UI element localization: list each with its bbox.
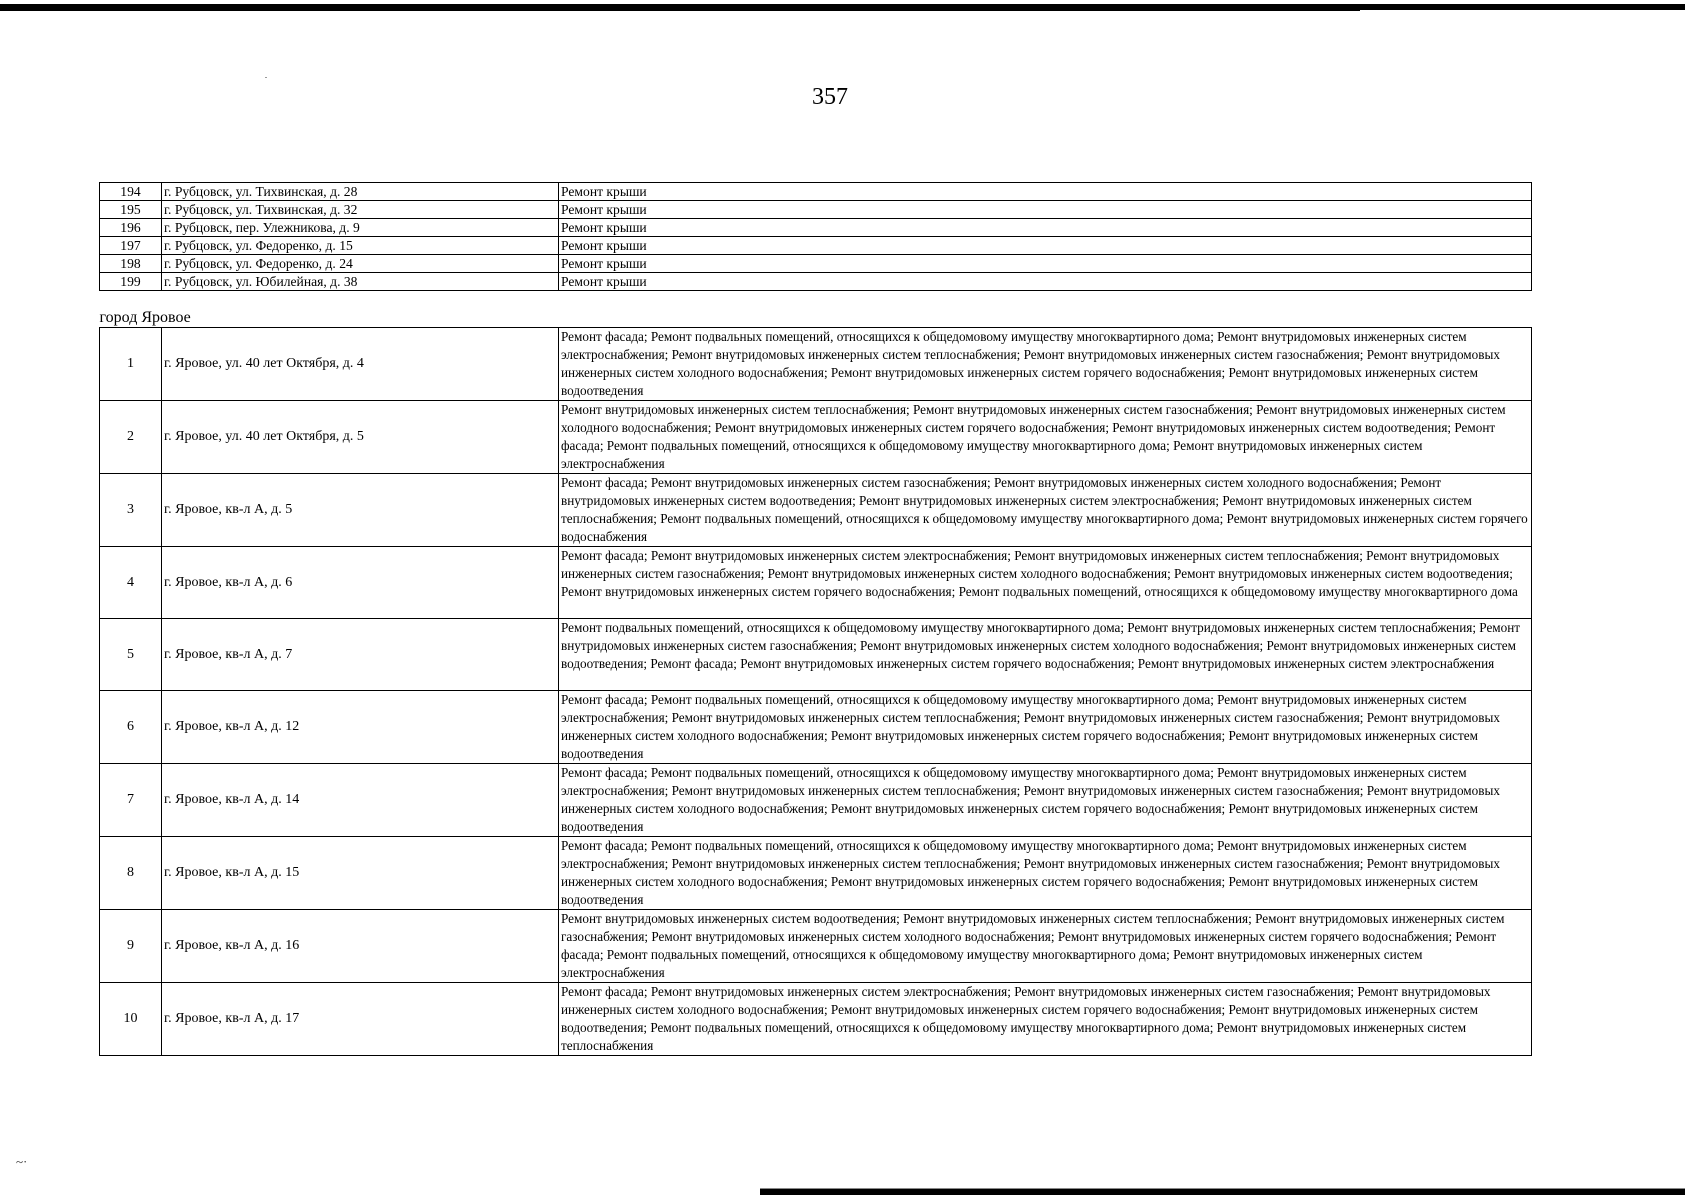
row-address: г. Яровое, кв-л А, д. 16 xyxy=(162,910,559,983)
row-number: 199 xyxy=(100,273,162,291)
row-works: Ремонт крыши xyxy=(559,273,1532,291)
row-works: Ремонт внутридомовых инженерных систем водоотведения; Ремонт внутридомовых инженерных систем теплоснабжения; Ремонт внутридомовых инженерных систем газоснабжения; Ремонт внутридомовых инженерных систем холодного водоснабжения; Ремонт внутридомовых инженерных систем горячего водоснабжения; Ремонт фасада; Ремонт подвальных помещений, относящихся к общедомовому имуществу многоквартирного дома; Ремонт внутридомовых инженерных систем электроснабжения xyxy=(559,910,1532,983)
row-works: Ремонт фасада; Ремонт внутридомовых инженерных систем электроснабжения; Ремонт внутридомовых инженерных систем газоснабжения; Ремонт внутридомовых инженерных систем холодного водоснабжения; Ремонт внутридомовых инженерных систем горячего водоснабжения; Ремонт внутридомовых инженерных систем водоотведения; Ремонт подвальных помещений, относящихся к общедомовому имуществу многоквартирного дома; Ремонт внутридомовых инженерных систем теплоснабжения xyxy=(559,983,1532,1056)
table-row xyxy=(100,201,1532,219)
row-address: г. Яровое, кв-л А, д. 14 xyxy=(162,764,559,837)
row-number: 194 xyxy=(100,183,162,201)
row-number: 196 xyxy=(100,219,162,237)
scan-bottom-border xyxy=(760,1189,1685,1195)
row-address: г. Рубцовск, ул. Федоренко, д. 24 xyxy=(162,255,559,273)
row-address: г. Яровое, ул. 40 лет Октября, д. 5 xyxy=(162,401,559,474)
row-works: Ремонт крыши xyxy=(559,201,1532,219)
table-row xyxy=(100,219,1532,237)
row-works: Ремонт подвальных помещений, относящихся к общедомовому имуществу многоквартирного дома; Ремонт внутридомовых инженерных систем теплоснабжения; Ремонт внутридомовых инженерных систем газоснабжения; Ремонт внутридомовых инженерных систем холодного водоснабжения; Ремонт внутридомовых инженерных систем водоотведения; Ремонт фасада; Ремонт внутридомовых инженерных систем горячего водоснабжения; Ремонт внутридомовых инженерных систем электроснабжения xyxy=(559,619,1532,691)
row-address: г. Яровое, ул. 40 лет Октября, д. 4 xyxy=(162,328,559,401)
row-number: 197 xyxy=(100,237,162,255)
table-row xyxy=(100,764,1532,837)
section-row xyxy=(100,291,1532,328)
table-row xyxy=(100,183,1532,201)
row-works: Ремонт крыши xyxy=(559,255,1532,273)
table-row xyxy=(100,691,1532,764)
row-number: 1 xyxy=(100,328,162,401)
table-row xyxy=(100,401,1532,474)
row-works: Ремонт фасада; Ремонт подвальных помещений, относящихся к общедомовому имуществу многоквартирного дома; Ремонт внутридомовых инженерных систем электроснабжения; Ремонт внутридомовых инженерных систем теплоснабжения; Ремонт внутридомовых инженерных систем газоснабжения; Ремонт внутридомовых инженерных систем холодного водоснабжения; Ремонт внутридомовых инженерных систем горячего водоснабжения; Ремонт внутридомовых инженерных систем водоотведения xyxy=(559,328,1532,401)
row-works: Ремонт фасада; Ремонт внутридомовых инженерных систем электроснабжения; Ремонт внутридомовых инженерных систем теплоснабжения; Ремонт внутридомовых инженерных систем газоснабжения; Ремонт внутридомовых инженерных систем холодного водоснабжения; Ремонт внутридомовых инженерных систем водоотведения; Ремонт внутридомовых инженерных систем горячего водоснабжения; Ремонт подвальных помещений, относящихся к общедомовому имуществу многоквартирного дома xyxy=(559,547,1532,619)
table-row xyxy=(100,273,1532,291)
row-number: 2 xyxy=(100,401,162,474)
row-number: 9 xyxy=(100,910,162,983)
section-header xyxy=(100,291,1532,328)
table-row xyxy=(100,547,1532,619)
table-row xyxy=(100,983,1532,1056)
row-works: Ремонт фасада; Ремонт подвальных помещений, относящихся к общедомовому имуществу многоквартирного дома; Ремонт внутридомовых инженерных систем электроснабжения; Ремонт внутридомовых инженерных систем теплоснабжения; Ремонт внутридомовых инженерных систем газоснабжения; Ремонт внутридомовых инженерных систем холодного водоснабжения; Ремонт внутридомовых инженерных систем горячего водоснабжения; Ремонт внутридомовых инженерных систем водоотведения xyxy=(559,837,1532,910)
table-row xyxy=(100,237,1532,255)
table-body-part2 xyxy=(100,328,1532,1056)
row-address: г. Рубцовск, ул. Федоренко, д. 15 xyxy=(162,237,559,255)
row-works: Ремонт крыши xyxy=(559,219,1532,237)
row-address: г. Яровое, кв-л А, д. 12 xyxy=(162,691,559,764)
row-number: 5 xyxy=(100,619,162,691)
table-row xyxy=(100,837,1532,910)
row-number: 7 xyxy=(100,764,162,837)
row-works: Ремонт крыши xyxy=(559,183,1532,201)
table-row xyxy=(100,619,1532,691)
table-row xyxy=(100,328,1532,401)
row-works: Ремонт крыши xyxy=(559,237,1532,255)
row-number: 195 xyxy=(100,201,162,219)
table-row xyxy=(100,255,1532,273)
row-address: г. Рубцовск, ул. Тихвинская, д. 32 xyxy=(162,201,559,219)
row-address: г. Яровое, кв-л А, д. 17 xyxy=(162,983,559,1056)
row-works: Ремонт фасада; Ремонт внутридомовых инженерных систем газоснабжения; Ремонт внутридомовых инженерных систем холодного водоснабжения; Ремонт внутридомовых инженерных систем водоотведения; Ремонт внутридомовых инженерных систем электроснабжения; Ремонт внутридомовых инженерных систем теплоснабжения; Ремонт подвальных помещений, относящихся к общедомовому имуществу многоквартирного дома; Ремонт внутридомовых инженерных систем горячего водоснабжения xyxy=(559,474,1532,547)
row-works: Ремонт внутридомовых инженерных систем теплоснабжения; Ремонт внутридомовых инженерных систем газоснабжения; Ремонт внутридомовых инженерных систем холодного водоснабжения; Ремонт внутридомовых инженерных систем горячего водоснабжения; Ремонт внутридомовых инженерных систем водоотведения; Ремонт фасада; Ремонт подвальных помещений, относящихся к общедомовому имуществу многоквартирного дома; Ремонт внутридомовых инженерных систем электроснабжения xyxy=(559,401,1532,474)
row-number: 3 xyxy=(100,474,162,547)
row-address: г. Яровое, кв-л А, д. 5 xyxy=(162,474,559,547)
scan-edge-mark: ~· xyxy=(16,1154,28,1169)
row-address: г. Рубцовск, пер. Улежникова, д. 9 xyxy=(162,219,559,237)
row-number: 4 xyxy=(100,547,162,619)
row-address: г. Рубцовск, ул. Юбилейная, д. 38 xyxy=(162,273,559,291)
repair-works-table xyxy=(99,182,1532,1056)
scan-top-border-gap xyxy=(1360,10,1685,12)
page-number: 357 xyxy=(812,84,848,110)
table-row xyxy=(100,474,1532,547)
row-works: Ремонт фасада; Ремонт подвальных помещений, относящихся к общедомовому имуществу многоквартирного дома; Ремонт внутридомовых инженерных систем электроснабжения; Ремонт внутридомовых инженерных систем теплоснабжения; Ремонт внутридомовых инженерных систем газоснабжения; Ремонт внутридомовых инженерных систем холодного водоснабжения; Ремонт внутридомовых инженерных систем горячего водоснабжения; Ремонт внутридомовых инженерных систем водоотведения xyxy=(559,691,1532,764)
row-address: г. Яровое, кв-л А, д. 7 xyxy=(162,619,559,691)
table-body-part1 xyxy=(100,183,1532,291)
row-address: г. Рубцовск, ул. Тихвинская, д. 28 xyxy=(162,183,559,201)
row-works: Ремонт фасада; Ремонт подвальных помещений, относящихся к общедомовому имуществу многоквартирного дома; Ремонт внутридомовых инженерных систем электроснабжения; Ремонт внутридомовых инженерных систем теплоснабжения; Ремонт внутридомовых инженерных систем газоснабжения; Ремонт внутридомовых инженерных систем холодного водоснабжения; Ремонт внутридомовых инженерных систем горячего водоснабжения; Ремонт внутридомовых инженерных систем водоотведения xyxy=(559,764,1532,837)
row-address: г. Яровое, кв-л А, д. 6 xyxy=(162,547,559,619)
row-number: 10 xyxy=(100,983,162,1056)
row-address: г. Яровое, кв-л А, д. 15 xyxy=(162,837,559,910)
row-number: 8 xyxy=(100,837,162,910)
section-title: город Яровое xyxy=(100,291,1532,328)
table-row xyxy=(100,910,1532,983)
scan-speck xyxy=(265,77,267,78)
row-number: 198 xyxy=(100,255,162,273)
row-number: 6 xyxy=(100,691,162,764)
